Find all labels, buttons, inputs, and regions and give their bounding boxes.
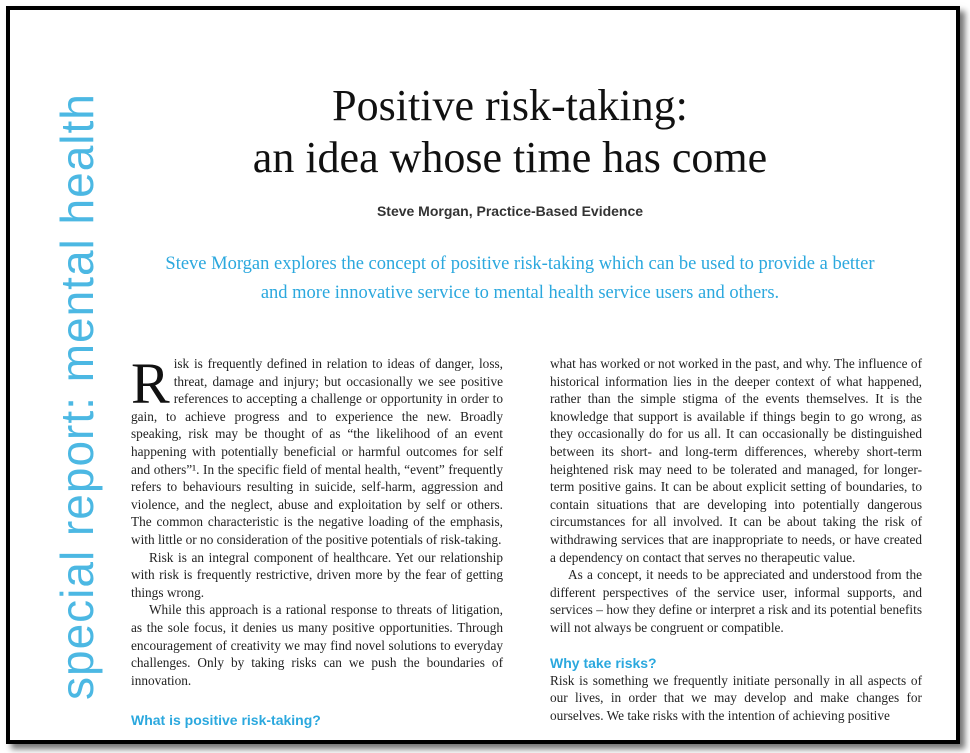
document-page (6, 6, 960, 744)
title-line-2: an idea whose time has come (252, 133, 768, 182)
standfirst-line-2: and more innovative service to mental health service users and others. (260, 283, 780, 303)
standfirst-line-1: Steve Morgan explores the concept of positive risk-taking which can be used to provide a better (165, 254, 875, 274)
right-paragraph-3: Risk is something we frequently initiate personally in all aspects of our lives, in order that we may develop and make changes for ourselves. We take risks with the intention of achieving positive (550, 672, 922, 723)
section-heading-why-take-risks: Why take risks? (550, 654, 657, 671)
section-side-label: special report: mental health (51, 93, 103, 700)
left-paragraph-2: Risk is an integral component of healthcare. Yet our relationship with risk is frequently restrictive, driven more by the fear of getting things wrong. (131, 549, 503, 600)
author-byline: Steve Morgan, Practice-Based Evidence (376, 203, 644, 219)
article-title (120, 80, 900, 184)
right-column (550, 355, 922, 724)
right-paragraph-1: what has worked or not worked in the past, and why. The influence of historical information lies in the deeper context of what happened, rather than the simple stigma of the events themselves. It is the knowledge that support is available if things begin to go wrong, as they occasionally do for us all. It can occasionally be distinguished between its short- and long-term differences, whereby short-term heightened risk may need to be tolerated and managed, for longer-term positive gains. It can be about explicit setting of boundaries, to contain situations that are developing into potentially dangerous circumstances for all involved. It can be about taking the risk of withdrawing services that are inappropriate to needs, or have created a dependency on contact that serves no therapeutic value. (550, 356, 922, 565)
title-line-1: Positive risk-taking: (332, 81, 688, 130)
left-paragraph-1 (131, 351, 503, 549)
section-heading-positive-risk: What is positive risk-taking? (131, 712, 321, 729)
standfirst (120, 250, 920, 308)
left-paragraph-1-text: isk is frequently defined in relation to ideas of danger, loss, threat, damage and injury; but occasionally we see positive references to accepting a challenge or opportunity in order to gain, to achieve progress and to experience the new. Broadly speaking, risk may be thought of as “the likelihood of an event happening with potentially beneficial or harmful outcomes for self and others”¹. In the specific field of mental health, “event” frequently refers to behaviours resulting in suicide, self-harm, aggression and violence, and the neglect, abuse and exploitation by self or others. The common characteristic is the negative loading of the emphasis, with little or no consideration of the positive potentials of risk-taking. (131, 356, 503, 547)
left-column (131, 351, 503, 729)
left-paragraph-3: While this approach is a rational response to threats of litigation, as the sole focus, it denies us many positive opportunities. Through encouragement of creativity we may find novel solutions to everyday challenges. Only by taking risks can we push the boundaries of innovation. (131, 602, 503, 688)
right-paragraph-2: As a concept, it needs to be appreciated and understood from the different perspectives of the service user, informal supports, and services – how they define or interpret a risk and its potential benefits will not always be congruent or compatible. (550, 567, 922, 635)
drop-cap: R (131, 351, 170, 416)
